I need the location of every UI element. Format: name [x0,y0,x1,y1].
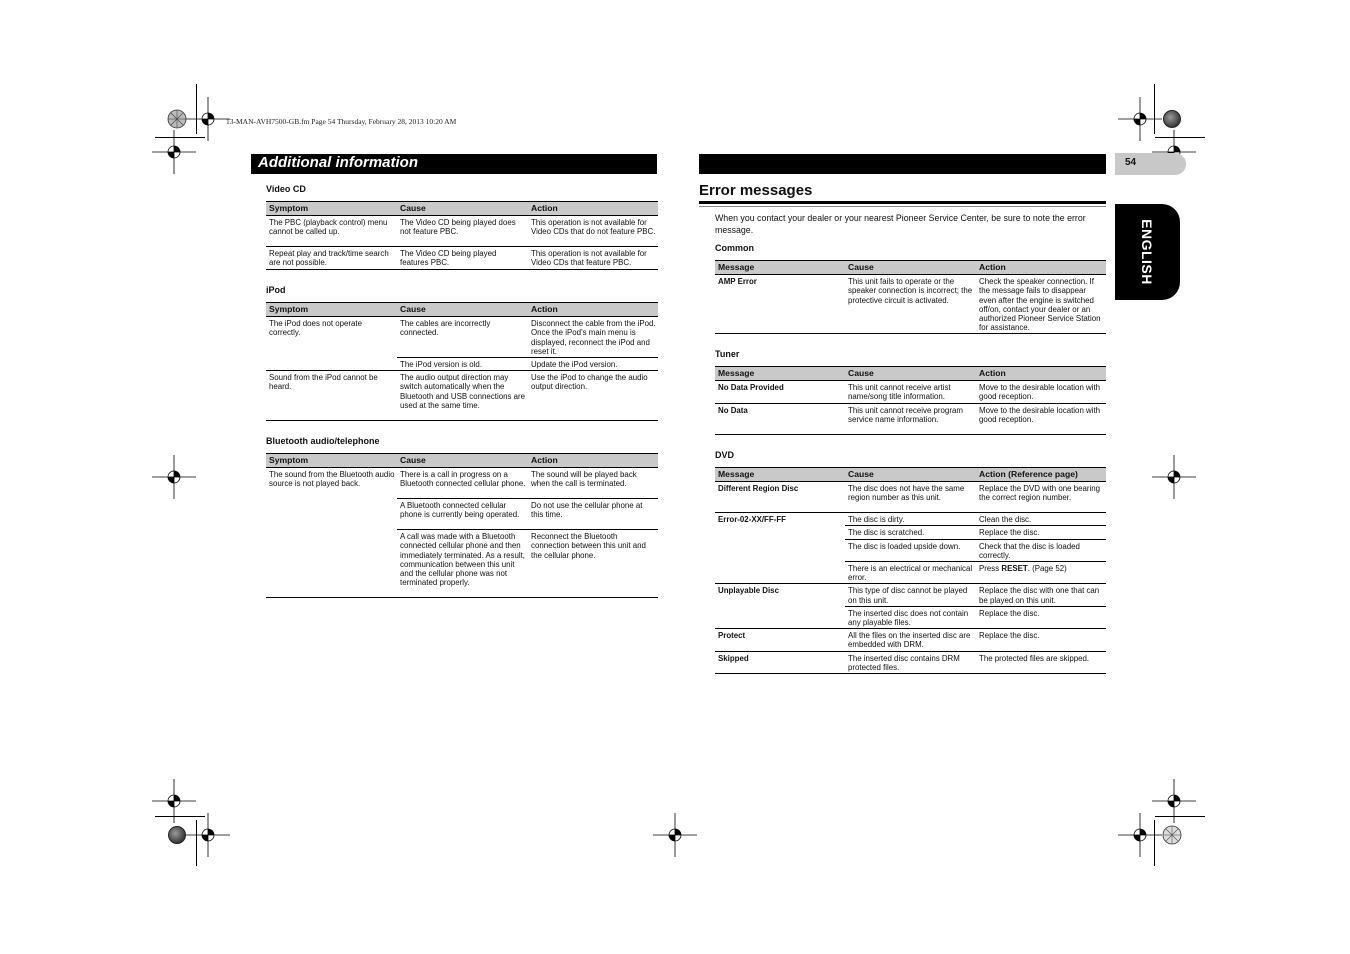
table-row [266,216,658,247]
column-header: Message [715,367,845,381]
bluetooth-table [266,453,658,598]
table-cell: The disc is scratched. [845,526,976,539]
table-cell: Check the speaker connection. If the message fails to disappear even after the engine is switched off/on, contact your dealer or an authorized Pioneer Service Station for assistance. [976,275,1106,334]
column-header: Cause [397,202,528,216]
table-cell: The protected files are skipped. [976,651,1106,673]
table-cell: There is a call in progress on a Bluetooth connected cellular phone. [397,468,528,499]
table-cell: Reconnect the Bluetooth connection between this unit and the cellular phone. [528,530,658,598]
column-header: Symptom [266,202,397,216]
page-number: 54 [1115,153,1186,175]
intro-paragraph: When you contact your dealer or your nearest Pioneer Service Center, be sure to note the error message. [715,213,1086,235]
registration-dot-icon [168,826,186,844]
column-header: Action (Reference page) [976,468,1106,482]
table-cell: This unit fails to operate or the speaker connection is incorrect; the protective circuit is activated. [845,275,976,334]
table-cell [266,499,397,530]
table-cell: Replace the DVD with one bearing the correct region number. [976,482,1106,513]
reset-key-label: RESET [1001,564,1028,574]
table-cell: Replace the disc. [976,629,1106,651]
table-row [715,513,1106,526]
crosshair-mark-icon [645,805,705,865]
table-cell: Disconnect the cable from the iPod. Once the iPod’s main menu is displayed, reconnect the iPod and reset it. [528,317,658,358]
table-row [266,317,658,358]
table-cell [715,539,845,561]
table-cell: No Data Provided [715,381,845,403]
chapter-title: Additional information [258,154,418,171]
section-title-dvd: DVD [715,450,735,460]
table-cell: There is an electrical or mechanical error. [845,562,976,584]
table-cell: A Bluetooth connected cellular phone is currently being operated. [397,499,528,530]
crosshair-mark-icon [144,447,204,507]
section-title-bluetooth: Bluetooth audio/telephone [266,436,380,446]
table-row [715,539,1106,561]
table-cell: The PBC (playback control) menu cannot be called up. [266,216,397,247]
video-cd-table [266,201,658,270]
table-cell: The Video CD being played features PBC. [397,247,528,270]
table-row [715,651,1106,673]
table-cell: Skipped [715,651,845,673]
press-prefix: Press [979,564,1002,574]
table-cell [976,562,1106,584]
table-cell: A call was made with a Bluetooth connected cellular phone and then immediately terminated. As a result, communication between this unit and the cellular phone was not terminated properly. [397,530,528,598]
table-cell: All the files on the inserted disc are embedded with DRM. [845,629,976,651]
table-cell [266,530,397,598]
column-header: Symptom [266,303,397,317]
language-tab-label: ENGLISH [1139,219,1155,285]
color-wheel-icon [1162,825,1182,845]
section-title-common: Common [715,243,754,253]
table-cell: The cables are incorrectly connected. [397,317,528,358]
table-row [715,526,1106,539]
table-row [266,358,658,371]
section-title-video-cd: Video CD [266,184,306,194]
title-rule-thin [699,206,1106,207]
table-cell: The disc does not have the same region number as this unit. [845,482,976,513]
table-cell: AMP Error [715,275,845,334]
table-cell: This unit cannot receive artist name/song title information. [845,381,976,403]
table-cell: Do not use the cellular phone at this time. [528,499,658,530]
section-title-tuner: Tuner [715,349,740,359]
table-cell: Check that the disc is loaded correctly. [976,539,1106,561]
table-cell: Update the iPod version. [528,358,658,371]
column-header: Action [528,202,658,216]
table-cell: This unit cannot receive program service name information. [845,403,976,434]
table-row [715,606,1106,628]
crop-line [196,820,197,866]
common-table [715,260,1106,334]
table-cell [266,358,397,371]
table-cell: Error-02-XX/FF-FF [718,515,786,525]
crop-line [155,137,205,138]
crosshair-mark-icon [1144,771,1204,831]
crop-line [1155,137,1205,138]
dvd-table [715,467,1106,674]
table-cell: Move to the desirable location with good reception. [976,381,1106,403]
table-row [266,530,658,598]
table-row [715,403,1106,434]
right-header-bar [699,154,1106,174]
table-cell: No Data [715,403,845,434]
table-cell [715,562,845,584]
table-cell: The Video CD being played does not feature PBC. [397,216,528,247]
column-header: Action [528,303,658,317]
ipod-table [266,302,658,421]
table-row [715,275,1106,334]
table-cell: The disc is dirty. [845,513,976,526]
crop-line [1155,816,1205,817]
crop-line [1154,84,1155,134]
title-rule [699,201,1106,204]
table-row [715,562,1106,584]
column-header: Action [976,261,1106,275]
table-cell [715,526,845,539]
crosshair-mark-icon [144,122,204,182]
crop-line [155,816,205,817]
table-cell: The sound from the Bluetooth audio source is not played back. [269,470,395,489]
table-cell: The disc is loaded upside down. [845,539,976,561]
section-title-ipod: iPod [266,285,286,295]
file-header: 13-MAN-AVH7500-GB.fm Page 54 Thursday, February 28, 2013 10:20 AM [226,117,457,126]
column-header: Cause [845,468,976,482]
table-row [715,482,1106,513]
table-cell: The inserted disc contains DRM protected files. [845,651,976,673]
table-row [266,499,658,530]
table-cell: Move to the desirable location with good reception. [976,403,1106,434]
table-cell: This operation is not available for Video CDs that feature PBC. [528,247,658,270]
crop-line [196,84,197,134]
column-header: Message [715,468,845,482]
column-header: Cause [845,261,976,275]
table-cell: The audio output direction may switch automatically when the Bluetooth and USB connections are used at the same time. [397,371,528,421]
column-header: Action [976,367,1106,381]
table-cell: Replace the disc with one that can be played on this unit. [976,584,1106,606]
crosshair-mark-icon [1144,447,1204,507]
column-header: Cause [397,454,528,468]
column-header: Action [528,454,658,468]
table-cell: Sound from the iPod cannot be heard. [266,371,397,421]
table-cell: Use the iPod to change the audio output direction. [528,371,658,421]
table-row [266,247,658,270]
table-row [266,468,658,499]
column-header: Cause [845,367,976,381]
table-cell: Protect [715,629,845,651]
table-cell: Repeat play and track/time search are not possible. [266,247,397,270]
table-cell: This operation is not available for Video CDs that do not feature PBC. [528,216,658,247]
column-header: Message [715,261,845,275]
color-wheel-icon [167,109,187,129]
crop-line [1154,820,1155,866]
crosshair-mark-icon [178,805,238,865]
table-cell: The iPod does not operate correctly. [269,319,363,338]
table-row [715,381,1106,403]
table-row [715,629,1106,651]
press-suffix: . (Page 52) [1027,564,1067,574]
column-header: Cause [397,303,528,317]
table-row [715,584,1106,606]
table-cell: Replace the disc. [976,526,1106,539]
table-row [266,371,658,421]
table-cell [715,606,845,628]
table-cell: Different Region Disc [715,482,845,513]
registration-dot-icon [1163,110,1181,128]
table-cell: The sound will be played back when the call is terminated. [528,468,658,499]
table-cell: The iPod version is old. [397,358,528,371]
table-cell: This type of disc cannot be played on this unit. [845,584,976,606]
table-cell: Unplayable Disc [718,586,779,596]
table-cell: The inserted disc does not contain any playable files. [845,606,976,628]
table-cell: Clean the disc. [976,513,1106,526]
table-cell: Replace the disc. [976,606,1106,628]
error-messages-title: Error messages [699,182,813,199]
column-header: Symptom [266,454,397,468]
tuner-table [715,366,1106,435]
